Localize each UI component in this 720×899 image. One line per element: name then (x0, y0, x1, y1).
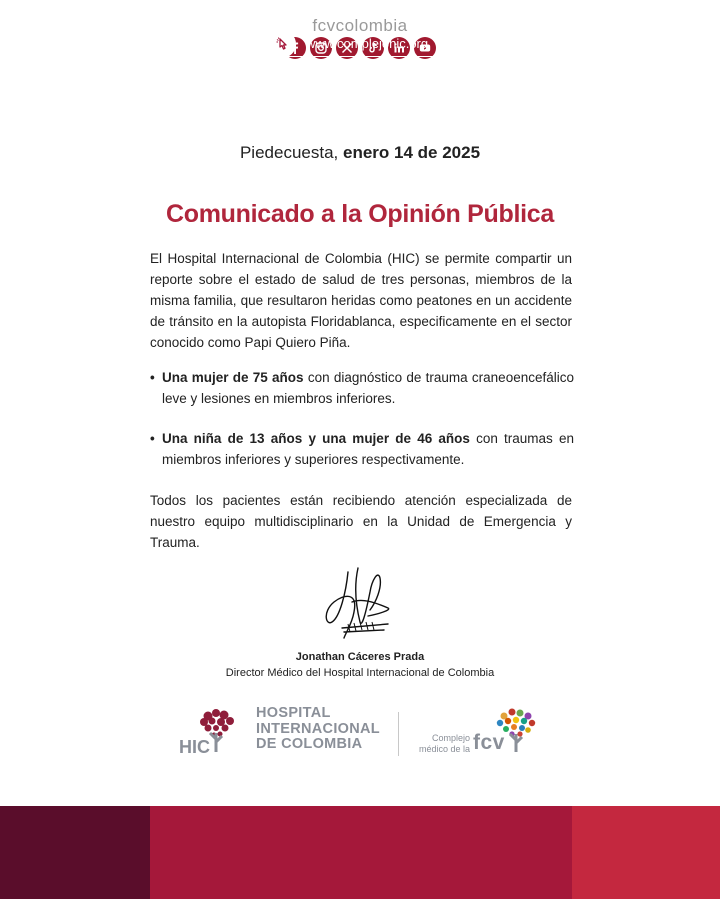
website-url[interactable]: www.complejohic.org (306, 36, 429, 51)
footer-middle-block (150, 806, 572, 899)
list-item (150, 367, 574, 409)
social-handle: fcvcolombia (312, 16, 408, 35)
bullet-bold: Una niña de 13 años y una mujer de 46 años (162, 431, 470, 446)
bullet-text: con traumas en miembros inferiores y superiores respectivamente. (162, 431, 574, 467)
page-title: Comunicado a la Opinión Pública (166, 200, 554, 228)
signature-image (318, 562, 398, 644)
dateline (0, 143, 720, 163)
hic-line1: HOSPITAL (256, 705, 331, 721)
footer-right-block (572, 806, 720, 899)
fcv-tree-logo (490, 706, 542, 756)
logo-divider (398, 712, 399, 756)
hic-line3: DE COLOMBIA (256, 736, 363, 752)
hic-wordmark (256, 706, 396, 753)
bullet-text: con diagnóstico de trauma craneoencefálico leve y lesiones en miembros inferiores. (162, 370, 574, 406)
signer-role: Director Médico del Hospital Internacional de Colombia (225, 667, 495, 679)
complejo-line1: Complejo (431, 733, 470, 743)
pointer-click-icon (268, 30, 296, 58)
fcv-wordmark: fcv (473, 731, 505, 754)
hic-abbr: HIC (179, 737, 210, 756)
place: Piedecuesta, (239, 143, 339, 162)
complejo-line2: médico de la (418, 744, 470, 754)
footer-band (0, 806, 720, 899)
intro-paragraph: El Hospital Internacional de Colombia (HIC) se permite compartir un reporte sobre el estado de salud de tres personas, miembros de la misma familia, que resultaron heridas como peatones en un accidente de tránsito en la autopista Floridablanca, especificamente en el sector conocido como Papi Quiero Piña. (150, 251, 572, 350)
date: enero 14 de 2025 (343, 143, 481, 162)
bullet-list-2 (150, 428, 574, 470)
footer-left-block (0, 806, 150, 899)
hic-line2: INTERNACIONAL (256, 720, 380, 737)
closing-paragraph: Todos los pacientes están recibiendo atención especializada de nuestro equipo multidisciplinario en la Unidad de Emergencia y Trauma. (150, 493, 572, 550)
list-item (150, 428, 574, 470)
signer-name: Jonathan Cáceres Prada (295, 651, 425, 663)
hic-tree-logo (178, 706, 252, 756)
bullet-list-1 (150, 367, 574, 409)
bullet-bold: Una mujer de 75 años (162, 370, 304, 385)
